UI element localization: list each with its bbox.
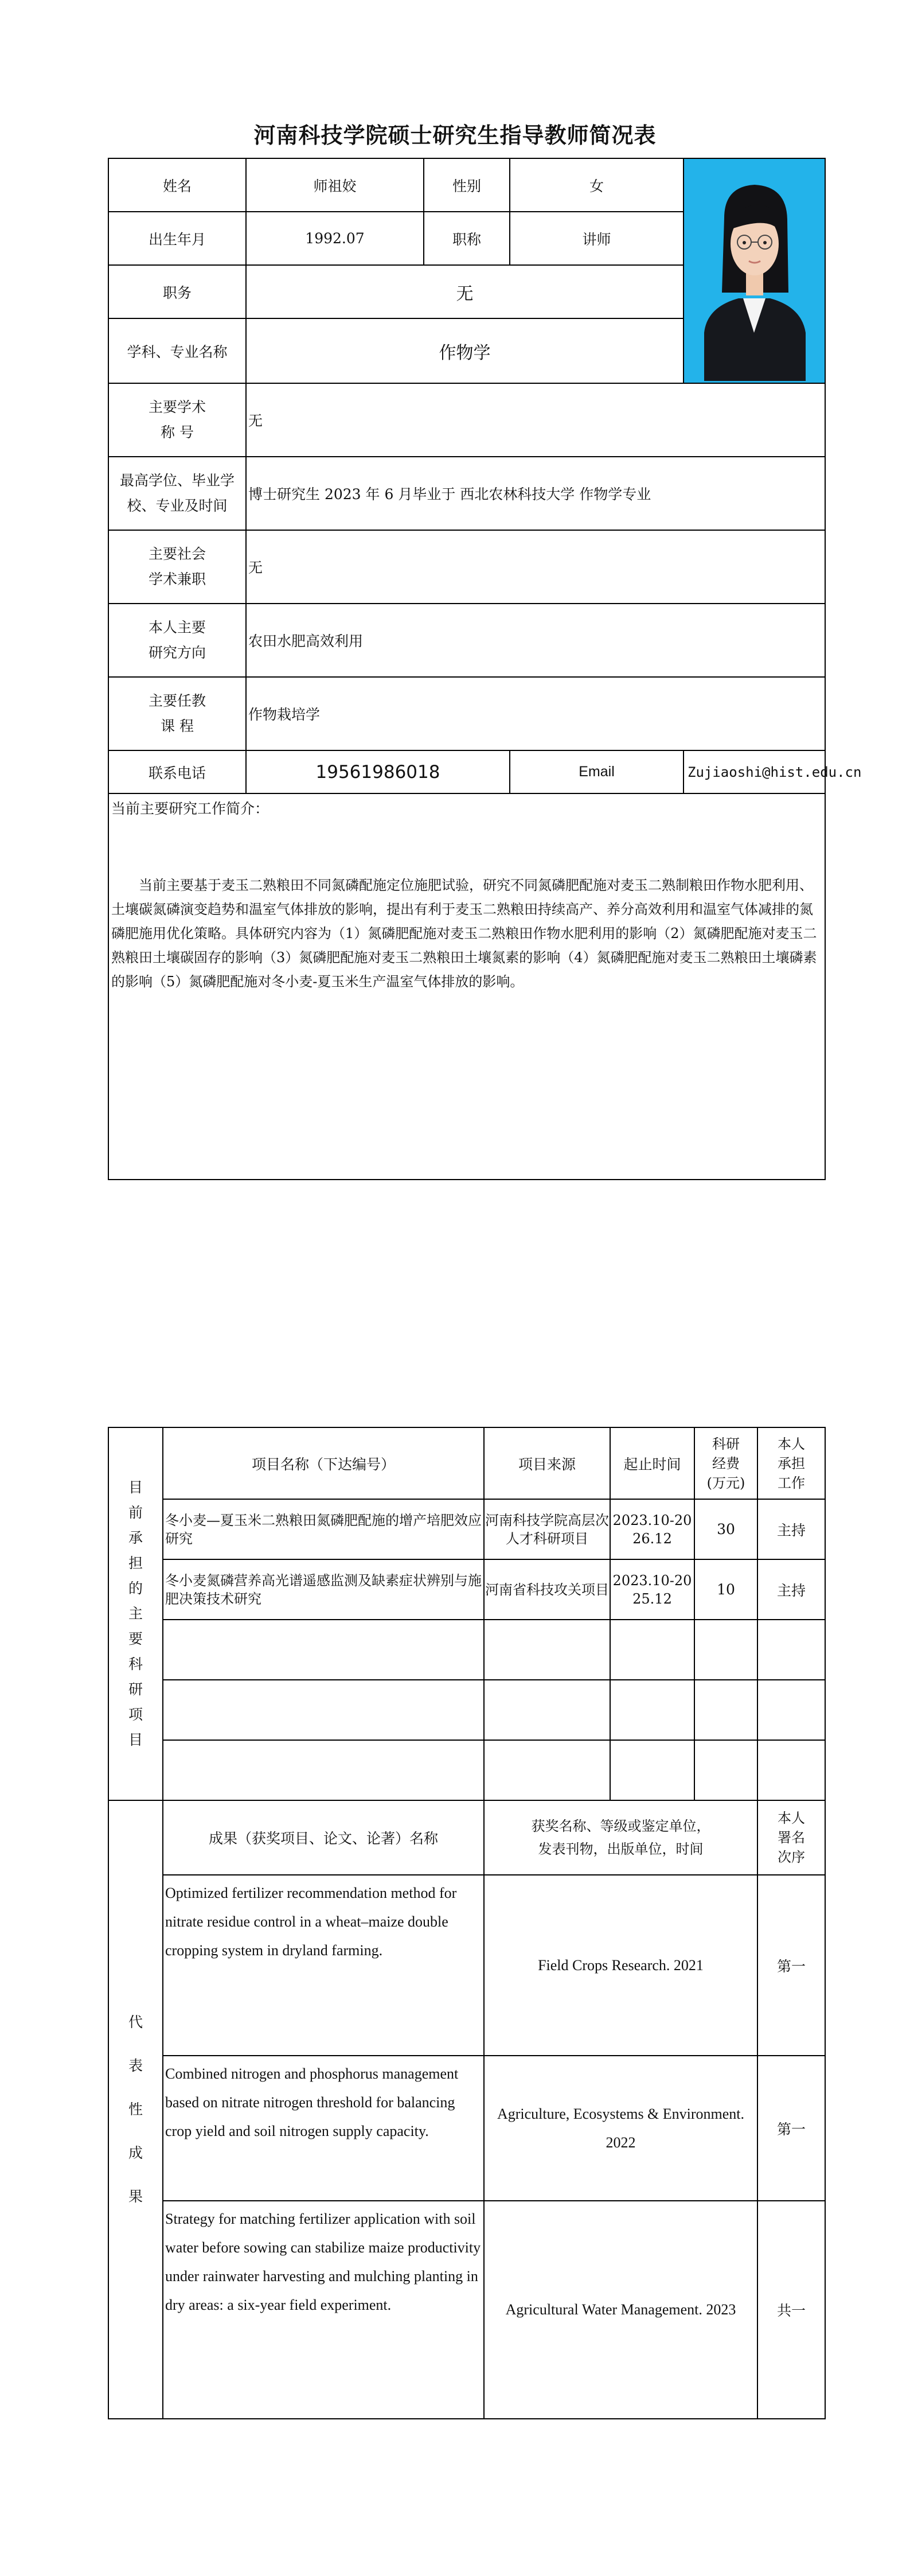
project-funding: 30 (694, 1499, 757, 1559)
gender-label: 性别 (424, 158, 510, 212)
header-project-role: 本人 承担 工作 (757, 1427, 825, 1499)
birth-label: 出生年月 (108, 212, 246, 265)
courses-value: 作物栽培学 (246, 677, 825, 750)
academic-titles-label: 主要学术 称 号 (108, 383, 246, 457)
header-project-funding: 科研 经费 (万元) (694, 1427, 757, 1499)
header-project-name: 项目名称（下达编号） (163, 1427, 484, 1499)
name-label: 姓名 (108, 158, 246, 212)
discipline-value: 作物学 (246, 318, 684, 383)
degree-label: 最高学位、毕业学 校、专业及时间 (108, 457, 246, 530)
empty-row (108, 1740, 825, 1800)
empty-row (108, 1680, 825, 1740)
achievements-table (108, 1800, 826, 2419)
phone-label: 联系电话 (108, 750, 246, 793)
project-role: 主持 (757, 1559, 825, 1620)
email-label: Email (510, 750, 684, 793)
academic-titles-value: 无 (246, 383, 825, 457)
table-row (108, 2201, 825, 2419)
project-name: 冬小麦氮磷营养高光谱遥感监测及缺素症状辨别与施肥决策技术研究 (163, 1559, 484, 1620)
research-intro (108, 793, 825, 1180)
research-direction-label: 本人主要 研究方向 (108, 604, 246, 677)
achievement-name: Optimized fertilizer recommendation method for nitrate residue control in a wheat–maize double cropping system in dryland farming. (163, 1875, 484, 2056)
social-positions-label: 主要社会 学术兼职 (108, 530, 246, 604)
project-name: 冬小麦—夏玉米二熟粮田氮磷肥配施的增产培肥效应研究 (163, 1499, 484, 1559)
achievement-order: 第一 (757, 1875, 825, 2056)
empty-row (108, 1620, 825, 1680)
research-intro-heading: 当前主要研究工作简介： (111, 800, 270, 817)
header-signature-order: 本人 署名 次序 (757, 1800, 825, 1875)
projects-table (108, 1427, 826, 1801)
rank-label: 职称 (424, 212, 510, 265)
achievement-venue: Agricultural Water Management. 2023 (484, 2201, 757, 2419)
discipline-label: 学科、专业名称 (108, 318, 246, 383)
achievement-order: 第一 (757, 2056, 825, 2201)
achievement-name: Strategy for matching fertilizer application with soil water before sowing can stabilize maize productivity under rainwater harvesting and mulching planting in dry areas: a six-year field experiment. (163, 2201, 484, 2419)
position-value: 无 (246, 265, 684, 318)
project-role: 主持 (757, 1499, 825, 1559)
courses-label: 主要任教 课 程 (108, 677, 246, 750)
header-achievement-venue: 获奖名称、等级或鉴定单位， 发表刊物，出版单位，时间 (484, 1800, 757, 1875)
header-achievement-name: 成果（获奖项目、论文、论著）名称 (163, 1800, 484, 1875)
project-source: 河南省科技攻关项目 (484, 1559, 610, 1620)
achievement-name: Combined nitrogen and phosphorus management based on nitrate nitrogen threshold for balancing crop yield and soil nitrogen supply capacity. (163, 2056, 484, 2201)
gender-value: 女 (510, 158, 684, 212)
achievement-order: 共一 (757, 2201, 825, 2419)
project-funding: 10 (694, 1559, 757, 1620)
achievement-venue: Agriculture, Ecosystems & Environment. 2022 (484, 2056, 757, 2201)
birth-value: 1992.07 (246, 212, 424, 265)
research-direction-value: 农田水肥高效利用 (246, 604, 825, 677)
name-value: 师祖姣 (246, 158, 424, 212)
header-project-source: 项目来源 (484, 1427, 610, 1499)
page-title: 河南科技学院硕士研究生指导教师简况表 (253, 123, 657, 148)
table-row (108, 2056, 825, 2201)
profile-table (108, 158, 862, 1180)
table-row (108, 1559, 825, 1620)
portrait-photo (684, 158, 825, 383)
project-period: 2023.10-20 25.12 (610, 1559, 694, 1620)
research-intro-body: 当前主要基于麦玉二熟粮田不同氮磷配施定位施肥试验，研究不同氮磷肥配施对麦玉二熟制粮田作物水肥利用、土壤碳氮磷演变趋势和温室气体排放的影响，提出有利于麦玉二熟粮田持续高产、养分高效利用和温室气体减排的氮磷肥施用优化策略。具体研究内容为（1）氮磷肥配施对麦玉二熟粮田作物水肥利用的影响（2）氮磷肥配施对麦玉二熟粮田土壤碳固存的影响（3）氮磷肥配施对麦玉二熟粮田土壤氮素的影响（4）氮磷肥配施对麦玉二熟粮田土壤磷素的影响（5）氮磷肥配施对冬小麦-夏玉米生产温室气体排放的影响。 (111, 877, 817, 990)
achievement-venue: Field Crops Research. 2021 (484, 1875, 757, 2056)
degree-value: 博士研究生 2023 年 6 月毕业于 西北农林科技大学 作物学专业 (246, 457, 825, 530)
header-project-period: 起止时间 (610, 1427, 694, 1499)
project-source: 河南科技学院高层次人才科研项目 (484, 1499, 610, 1559)
table-row (108, 1499, 825, 1559)
position-label: 职务 (108, 265, 246, 318)
projects-side-label: 目 前 承 担 的 主 要 科 研 项 目 (108, 1427, 163, 1800)
rank-value: 讲师 (510, 212, 684, 265)
email-value: Zujiaoshi@hist.edu.cn (684, 750, 825, 793)
project-period: 2023.10-20 26.12 (610, 1499, 694, 1559)
social-positions-value: 无 (246, 530, 825, 604)
phone-value: 19561986018 (246, 750, 510, 793)
achievements-side-label: 代 表 性 成 果 (108, 1800, 163, 2419)
table-row (108, 1875, 825, 2056)
